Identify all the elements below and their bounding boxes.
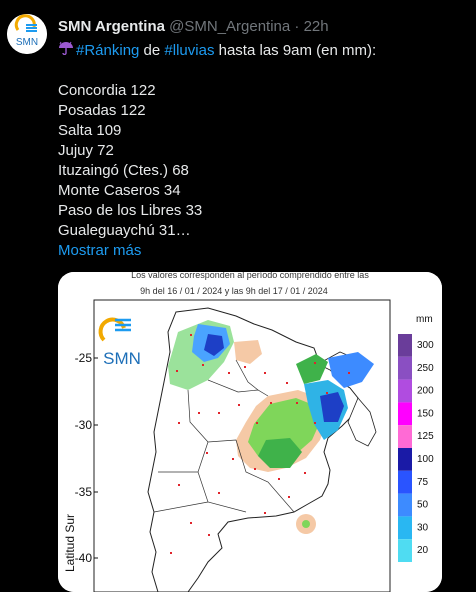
ranking-item: Salta 109 — [58, 122, 122, 139]
legend-swatch — [398, 471, 412, 494]
legend-value: 200 — [417, 385, 434, 397]
ranking-item: Jujuy 72 — [58, 142, 114, 159]
tweet-text — [58, 41, 468, 261]
tweet-header — [58, 18, 329, 35]
y-axis-label: Latitud Sur — [63, 513, 77, 572]
display-name[interactable]: SMN Argentina — [58, 18, 165, 35]
y-tick-label: -25 — [74, 351, 92, 365]
ranking-item: Posadas 122 — [58, 102, 146, 119]
rain-zone-spot-core — [302, 520, 310, 528]
separator-dot: · — [294, 18, 300, 35]
avatar[interactable] — [7, 14, 47, 54]
legend-swatch — [398, 425, 412, 448]
ranking-item: Ituzaingó (Ctes.) 68 — [58, 162, 189, 179]
map-header-line2: 9h del 16 / 01 / 2024 y las 9h del 17 / 01 / 2024 — [140, 286, 328, 296]
legend-value: 125 — [417, 431, 434, 443]
intro-rest: hasta las 9am (en mm): — [214, 42, 377, 59]
legend-swatch — [398, 494, 412, 517]
legend-value: 20 — [417, 545, 429, 557]
legend-swatch — [398, 334, 412, 357]
tweet-intro-line — [58, 41, 468, 61]
hashtag-lluvias[interactable]: #lluvias — [164, 42, 215, 59]
legend-value: 250 — [417, 362, 434, 374]
timestamp[interactable]: 22h — [303, 18, 329, 35]
hashtag-ranking[interactable]: #Ránking — [76, 42, 140, 59]
handle[interactable]: @SMN_Argentina — [169, 18, 291, 35]
legend-value: 75 — [417, 476, 429, 488]
legend-swatch — [398, 402, 412, 425]
ranking-item: Concordia 122 — [58, 82, 156, 99]
rainfall-map-image[interactable] — [58, 272, 442, 592]
legend-value: 100 — [417, 454, 434, 465]
legend-swatch — [398, 357, 412, 380]
ranking-item: Gualeguaychú 31… — [58, 222, 191, 239]
smn-logo-icon — [7, 14, 47, 54]
y-tick-label: -30 — [74, 418, 92, 432]
map-header-line1: Los valores corresponden al período comprendido entre las — [131, 272, 369, 280]
map-logo-text: SMN — [103, 349, 141, 368]
legend-swatch — [398, 516, 412, 539]
legend-value: 300 — [417, 340, 434, 351]
legend-swatch — [398, 380, 412, 403]
legend-value: 30 — [417, 522, 429, 534]
tweet-image-card[interactable] — [58, 272, 442, 592]
legend-value: 150 — [417, 408, 434, 420]
intro-de: de — [139, 42, 165, 59]
y-tick-label: -40 — [74, 551, 92, 565]
y-tick-label: -35 — [74, 485, 92, 499]
legend-unit: mm — [416, 314, 433, 325]
legend-swatch — [398, 448, 412, 471]
legend-value: 50 — [417, 499, 429, 511]
avatar-logo-text: SMN — [15, 37, 39, 48]
ranking-item: Monte Caseros 34 — [58, 182, 181, 199]
ranking-item: Paso de los Libres 33 — [58, 202, 203, 219]
blank-line — [58, 61, 468, 81]
legend-swatch — [398, 539, 412, 562]
show-more-link[interactable]: Mostrar más — [58, 242, 142, 259]
umbrella-rain-icon — [58, 41, 76, 61]
